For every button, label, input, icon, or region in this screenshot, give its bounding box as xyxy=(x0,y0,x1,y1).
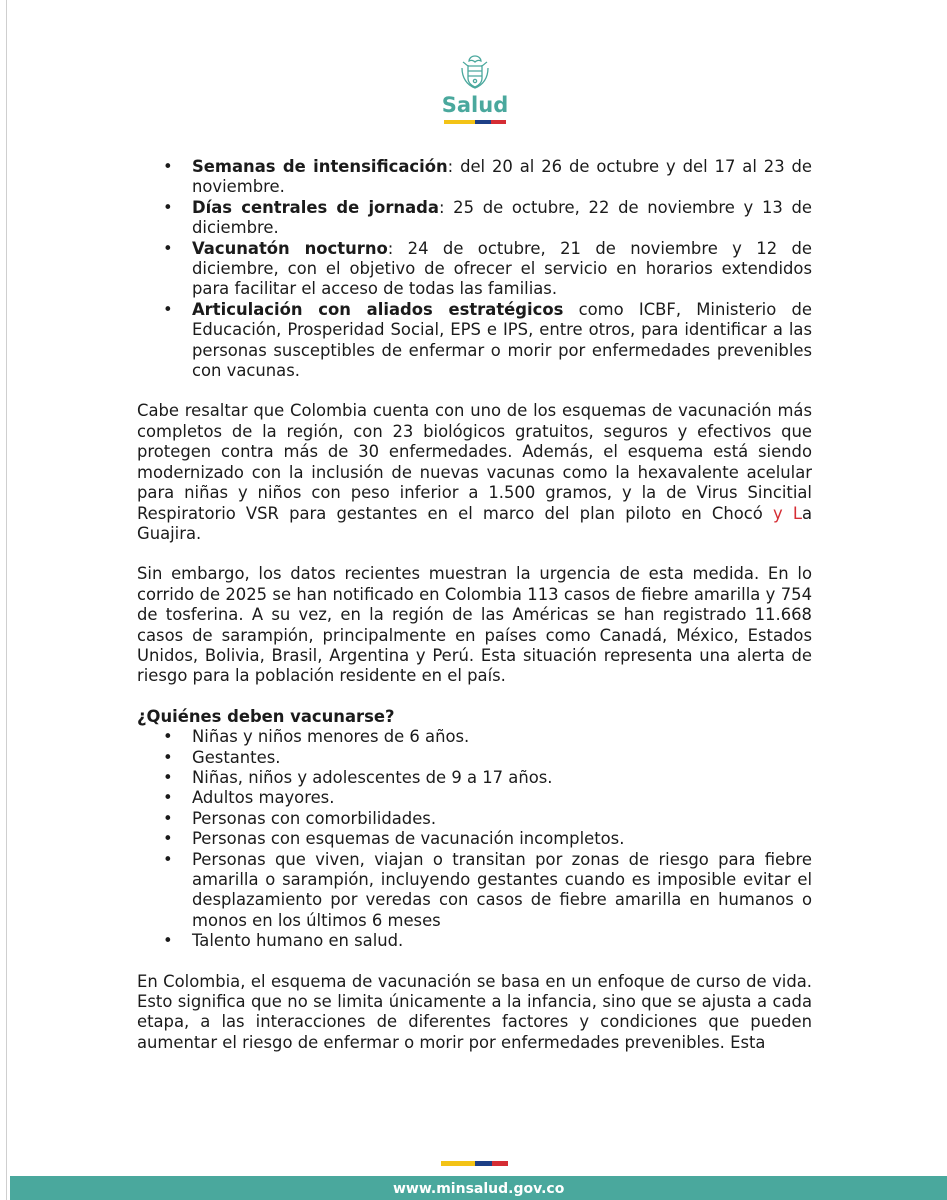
schedule-list xyxy=(137,157,812,381)
list-item: • Niñas, niños y adolescentes de 9 a 17 años. xyxy=(137,768,812,788)
paragraph-life-course: En Colombia, el esquema de vacunación se basa en un enfoque de curso de vida. Esto significa que no se limita únicamente a la infancia, sino que se ajusta a cada etapa, a las interacciones de diferentes factores y condiciones que pueden aumentar el riesgo de enfermar o morir por enfermedades prevenibles. Esta xyxy=(137,971,812,1052)
list-item: • Articulación con aliados estratégicos como ICBF, Ministerio de Educación, Prosperidad Social, EPS e IPS, entre otros, para identificar a las personas susceptibles de enfermar o morir por enfermedades prevenibles con vacunas. xyxy=(137,300,812,382)
list-item: • Semanas de intensificación: del 20 al 26 de octubre y del 17 al 23 de noviembre. xyxy=(137,157,812,198)
minsalud-logo xyxy=(437,52,513,124)
footer-flag-stripe xyxy=(441,1161,508,1166)
page-left-edge xyxy=(6,0,7,1200)
list-item: • Gestantes. xyxy=(137,748,812,768)
list-item: • Adultos mayores. xyxy=(137,788,812,808)
list-item: • Vacunatón nocturno: 24 de octubre, 21 de noviembre y 12 de diciembre, con el objetivo de ofrecer el servicio en horarios extendidos para facilitar el acceso de todas las familias. xyxy=(137,239,812,300)
logo-wordmark: Salud xyxy=(441,93,509,117)
list-item: • Días centrales de jornada: 25 de octubre, 22 de noviembre y 13 de diciembre. xyxy=(137,198,812,239)
list-item: • Personas con comorbilidades. xyxy=(137,809,812,829)
coat-of-arms-icon xyxy=(455,52,495,92)
list-item: • Niñas y niños menores de 6 años. xyxy=(137,727,812,747)
paragraph-epidemiology: Sin embargo, los datos recientes muestran la urgencia de esta medida. En lo corrido de 2025 se han notificado en Colombia 113 casos de fiebre amarilla y 754 de tosferina. A su vez, en la región de las Américas se han registrado 11.668 casos de sarampión, principalmente en países como Canadá, México, Estados Unidos, Bolivia, Brasil, Argentina y Perú. Esta situación representa una alerta de riesgo para la población residente en el país. xyxy=(137,564,812,686)
logo-flag-stripe xyxy=(444,120,506,124)
who-list xyxy=(137,727,812,951)
section-heading: ¿Quiénes deben vacunarse? xyxy=(137,706,395,726)
footer-website-link[interactable]: www.minsalud.gov.co xyxy=(393,1181,565,1197)
list-item: • Personas con esquemas de vacunación incompletos. xyxy=(137,829,812,849)
list-item: • Personas que viven, viajan o transitan por zonas de riesgo para fiebre amarilla o sarampión, incluyendo gestantes cuando es imposible evitar el desplazamiento por veredas con casos de fiebre amarilla en humanos o monos en los últimos 6 meses xyxy=(137,850,812,932)
paragraph-vaccination-scheme: Cabe resaltar que Colombia cuenta con uno de los esquemas de vacunación más completos de la región, con 23 biológicos gratuitos, seguros y efectivos que protegen contra más de 30 enfermedades. Además, el esquema está siendo modernizado con la inclusión de nuevas vacunas como la hexavalente acelular para niñas y niños con peso inferior a 1.500 gramos, y la de Virus Sincitial Respiratorio VSR para gestantes en el marco del plan piloto en Chocó y La Guajira. xyxy=(137,401,813,543)
document-body xyxy=(137,157,812,1053)
list-item: • Talento humano en salud. xyxy=(137,931,812,951)
